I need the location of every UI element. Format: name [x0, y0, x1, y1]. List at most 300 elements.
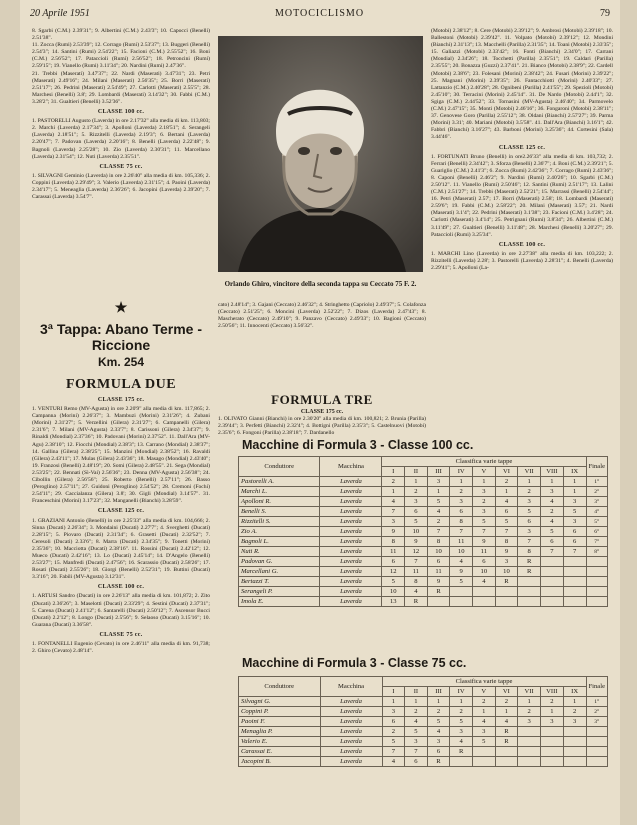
stage-position — [450, 597, 473, 607]
driver-name: Marchi L. — [239, 487, 320, 497]
stage-position: 4 — [541, 517, 564, 527]
results-paragraph: 1. ARTUSI Sandro (Ducati) in ore 2.26'13" alla media di km. 101,872; 2. Zito (Ducati) 2.36'26"; 3. Maselotti (Ducati) 2.33'29"; 4. Sestini (Ducati) 2.37'31"; 5. Carena (Ducati) 2.41'12"; 6. Santarelli (Ducati) 2.50'12"; 7. Ascensor Bucci (Ducati) 2.2'12"; 8. Longo (Ducati) 2.5'56"; 9. Selaoso (Ducati) 3.15'16"; 10. Guarana (Ducati) 3.36'58". — [32, 593, 210, 628]
machine-name: Laverda — [320, 537, 382, 547]
stage-position: R — [495, 577, 518, 587]
stage-position: 5 — [427, 497, 450, 507]
final-position — [586, 737, 607, 747]
stage-position: 1 — [472, 707, 495, 717]
class-heading: CLASSE 125 cc. — [97, 508, 145, 515]
issue-date: 20 Aprile 1951 — [30, 8, 90, 19]
stage-position — [563, 747, 586, 757]
driver-name: Menaglia P. — [239, 727, 321, 737]
results-paragraph: 1. FONTANELLI Eugenio (Cevato) in ore 2.46'11" alla media di km. 91,738; 2. Ghiro (Cevato) 2.48'14". — [32, 641, 210, 655]
stage-position — [540, 727, 563, 737]
stage-position — [472, 747, 495, 757]
driver-name: Marcellani G. — [239, 567, 320, 577]
stage-header: III — [427, 687, 450, 697]
table-row — [239, 487, 608, 497]
final-position: 6° — [586, 527, 607, 537]
stage-position — [450, 587, 473, 597]
table-header-row — [239, 457, 608, 467]
stage-position: 1 — [427, 487, 450, 497]
stage-position — [540, 737, 563, 747]
stage-position: 3 — [382, 707, 405, 717]
stage-position — [518, 587, 541, 597]
stage-position: 8 — [518, 547, 541, 557]
table-row — [239, 567, 608, 577]
class-heading: CLASSE 175 cc. — [97, 397, 145, 403]
driver-name: Bagnoli L. — [239, 537, 320, 547]
column-left-top — [32, 28, 210, 328]
final-position: 3° — [586, 497, 607, 507]
stage-position — [563, 567, 586, 577]
stage-position — [563, 737, 586, 747]
stage-position: 8 — [495, 537, 518, 547]
column-right — [431, 28, 613, 438]
final-position: 7° — [586, 537, 607, 547]
stage-position: R — [495, 737, 518, 747]
driver-name: Jacopini B. — [239, 757, 321, 767]
stages-group-header: Classifica varie tappe — [382, 677, 586, 687]
final-position — [586, 757, 607, 767]
stage-position: 6 — [427, 747, 450, 757]
stage-position: 2 — [450, 487, 473, 497]
stage-position — [518, 577, 541, 587]
stage-position: 6 — [541, 537, 564, 547]
table-row — [239, 477, 608, 487]
final-position: 8° — [586, 547, 607, 557]
stage-position: 5 — [563, 507, 586, 517]
stage-position: 12 — [382, 567, 405, 577]
rider-portrait-image — [218, 36, 423, 272]
stage-position: 6 — [382, 557, 405, 567]
table-row — [239, 577, 608, 587]
stage-position: 2 — [495, 697, 518, 707]
class-heading: CLASSE 100 cc. — [97, 584, 145, 591]
stage-position: 2 — [450, 707, 473, 717]
stages-group-header: Classifica varie tappe — [382, 457, 586, 467]
stage-position: 3 — [518, 717, 541, 727]
machine-name: Laverda — [320, 747, 382, 757]
stage-position: 6 — [473, 557, 496, 567]
stage-position: 1 — [518, 477, 541, 487]
stage-position — [541, 567, 564, 577]
stage-position: 10 — [427, 547, 450, 557]
stage-position: 12 — [405, 547, 428, 557]
driver-name: Padovan G. — [239, 557, 320, 567]
class-heading: CLASSE 175 cc. — [300, 409, 344, 415]
stage-position — [541, 587, 564, 597]
driver-column-header: Conduttore — [239, 457, 320, 477]
results-paragraph: 1. PASTORELLI Augusto (Laverda) in ore 2.17'32" alla media di km. 113,803; 2. Marchi (Laverda) 2.17'34"; 3. Apolloni (Laverda) 2.18'51"; 4. Serangeli (Laverda) 2.18'51"; 5. Rizzitelli (Laverda) 2.19'3"; 6. Bertani (Laverda) 2.20'47"; 7. Padovan (Laverda) 2.20'16"; 8. Benelli (Laverda) 2.22'48"; 9. Bagnoli (Laverda) 2.25'28"; 10. Zio (Laverda) 2.30'31"; 11. Marcellano (Laverda) 2.31'54"; 12. Nuti (Laverda) 2.35'51". — [32, 118, 210, 160]
machine-name: Laverda — [320, 727, 382, 737]
stage-position: R — [495, 727, 518, 737]
stage-position: 4 — [427, 727, 450, 737]
stage-position: 1 — [563, 697, 586, 707]
class-heading: CLASSE 75 cc. — [99, 163, 143, 170]
stage-position: 2 — [405, 487, 428, 497]
final-position — [586, 597, 607, 607]
stage-position: 2 — [472, 697, 495, 707]
machine-name: Laverda — [320, 757, 382, 767]
stage-position: R — [450, 747, 473, 757]
stage-header: IX — [563, 687, 586, 697]
stage-position: 3 — [473, 507, 496, 517]
stage-position: 4 — [472, 717, 495, 727]
stage-position: 4 — [450, 737, 473, 747]
table-row — [239, 757, 608, 767]
stage-position: 2 — [541, 507, 564, 517]
page-header — [20, 8, 620, 24]
stage-title: 3ª Tappa: Abano Terme - Riccione — [39, 321, 203, 353]
final-position: 2° — [586, 487, 607, 497]
table-row — [239, 717, 608, 727]
stage-position: 2 — [563, 707, 586, 717]
stage-position: 7 — [450, 527, 473, 537]
stage-position: 1 — [541, 477, 564, 487]
table-row — [239, 547, 608, 557]
machine-name: Laverda — [320, 517, 382, 527]
stage-position: 11 — [450, 537, 473, 547]
stage-position: 5 — [450, 717, 473, 727]
stage-position: 2 — [495, 477, 518, 487]
stage-position: 5 — [405, 517, 428, 527]
table-row — [239, 597, 608, 607]
stage-position: 3 — [405, 737, 428, 747]
photo-caption: Orlando Ghiro, vincitore della seconda tappa su Ceccato 75 F. 2. — [224, 280, 417, 288]
driver-name: Zio A. — [239, 527, 320, 537]
stage-position: 8 — [382, 537, 405, 547]
stage-position — [540, 757, 563, 767]
magazine-page — [20, 0, 620, 825]
formula-tre-results — [218, 416, 426, 437]
stage-position: 1 — [563, 487, 586, 497]
stage-position: 5 — [495, 517, 518, 527]
table-75cc — [238, 676, 608, 767]
stage-position: 7 — [541, 547, 564, 557]
stage-position: 6 — [518, 517, 541, 527]
formula-title: FORMULA TRE — [271, 392, 373, 407]
stage-position: 3 — [518, 527, 541, 537]
stage-header: VI — [495, 687, 518, 697]
stage-position — [495, 587, 518, 597]
stage-position: 5 — [427, 717, 450, 727]
stage-position: 5 — [541, 527, 564, 537]
stage-position: 5 — [382, 577, 405, 587]
table-row — [239, 737, 608, 747]
driver-name: Silvagni G. — [239, 697, 321, 707]
driver-column-header: Conduttore — [239, 677, 321, 697]
stage-position — [541, 597, 564, 607]
stage-position: 10 — [382, 587, 405, 597]
machine-name: Laverda — [320, 717, 382, 727]
stage-position — [518, 727, 541, 737]
machine-name: Laverda — [320, 697, 382, 707]
stage-position: 6 — [382, 717, 405, 727]
table-100cc — [238, 456, 608, 607]
stage-position: 11 — [427, 567, 450, 577]
stage-position — [518, 737, 541, 747]
class-heading: CLASSE 75 cc. — [99, 631, 143, 638]
machine-column-header: Macchina — [320, 457, 382, 477]
stage-header: VII — [518, 687, 541, 697]
stage-header: III — [427, 467, 450, 477]
stage-position: 10 — [405, 527, 428, 537]
stage-position: 11 — [405, 567, 428, 577]
stage-position: 3 — [427, 737, 450, 747]
rider-photo — [218, 36, 423, 272]
stage-position: 5 — [405, 727, 428, 737]
stage-position: 2 — [540, 697, 563, 707]
stage-position: 7 — [382, 747, 405, 757]
class-heading: CLASSE 100 cc. — [498, 241, 546, 248]
table-75cc-title: Macchine di Formula 3 - Classe 75 cc. — [242, 656, 467, 670]
stage-position: 6 — [427, 557, 450, 567]
stage-position — [563, 757, 586, 767]
final-position — [586, 577, 607, 587]
stage-position: 9 — [473, 537, 496, 547]
stage-position — [472, 757, 495, 767]
machine-name: Laverda — [320, 557, 382, 567]
driver-name: Valerio E. — [239, 737, 321, 747]
final-position: 5° — [586, 517, 607, 527]
stage-header: IV — [450, 687, 473, 697]
driver-name: Coppini P. — [239, 707, 321, 717]
stage-position: 3 — [450, 727, 473, 737]
machine-name: Laverda — [320, 507, 382, 517]
stage-position — [518, 747, 541, 757]
driver-name: Paoini F. — [239, 717, 321, 727]
table-row — [239, 697, 608, 707]
stage-position: 8 — [450, 517, 473, 527]
results-paragraph: 1. FORTUNATI Bruno (Benelli) in ore2.26'33" alla media di km. 103,732; 2. Ferrari (Benelli) 2.34'42"; 3. Sforza (Benelli) 2.36'7"; 4. Boni (C.M.) 2.39'21"; 5. Guariglio (C.M.) 2.41'3"; 6. Zocca (Rumi) 2.42'36"; 7. Corrago (Rumi) 2.43'36"; 8. Caponi (Benelli) 2.46'2"; 9. Nardini (Rumi) 2.40'26"; 10. Sgarbi (C.M.) 2.50'12". 11. Vianello (Rumi) 2.50'46"; 12. Santini (Rumi) 2.51'17"; 13. Lalini (C.M.) 2.51'27"; 14. Trebbi (Maserati) 2.52'21"; 15. Marrassi (Benelli) 2.54'44"; 16. Petri (Maserati) 2.57'; 17. Borri (Maserati) 2.58'; 18. Lombardi (Maserati) 2.59'6"; 19. Fabbi (C.M.) 2.58'22"; 20. Milani (Maserati) 3.57'; 21. Nardi (Maserati) 3.1'4"; 22. Pedrini (Maserati) 3.1'38"; 23. Facioni (C.M.) 3.4'28"; 24. Carlotti (Maserati) 3.4'14"; 25. Petrignani (Rumi) 3.8'34"; 26. Albertini (C.M.) 3.11'49"; 27. Gualtieri (Benelli) 3.11'48"; 28. Marchesi (Benelli) 3.20'27"; 29. Pataccioli (Rumi) 3.25'34". — [431, 153, 613, 238]
machine-name: Laverda — [320, 737, 382, 747]
machine-name: Laverda — [320, 497, 382, 507]
final-position: 1° — [586, 477, 607, 487]
stage-position: 1 — [518, 697, 541, 707]
stage-position: 7 — [495, 527, 518, 537]
stage-position: 2 — [405, 707, 428, 717]
stage-position: 9 — [405, 537, 428, 547]
stage-header: IX — [563, 467, 586, 477]
stage-position: 1 — [405, 477, 428, 487]
results-paragraph: 1. MARCHI Lino (Laverda) in ore 2.27'38" alla media di km. 103,222; 2. Rizzitelli (Laverda) 2.28'; 3. Pastorelli (Laverda) 2.28'31"; 4. Benelli (Laverda) 2.29'41"; 5. Apolloni (La- — [431, 250, 613, 271]
stage-position: 7 — [563, 547, 586, 557]
stage-position: 13 — [382, 597, 405, 607]
stage-position — [540, 747, 563, 757]
stage-header: II — [405, 467, 428, 477]
stage-position: 5 — [518, 507, 541, 517]
stage-position: 8 — [405, 577, 428, 587]
stage-position: R — [427, 757, 450, 767]
final-position — [586, 557, 607, 567]
stage-position — [495, 597, 518, 607]
stage-header: II — [405, 687, 428, 697]
table-row — [239, 587, 608, 597]
stage-position — [563, 577, 586, 587]
stage-position: 4 — [495, 717, 518, 727]
driver-name: Apolloni R. — [239, 497, 320, 507]
machine-name: Laverda — [320, 477, 382, 487]
machine-name: Laverda — [320, 587, 382, 597]
stage-position: 1 — [540, 707, 563, 717]
stage-position: 5 — [472, 737, 495, 747]
stage-position: 3 — [563, 717, 586, 727]
stage-position: 6 — [563, 537, 586, 547]
stage-header: VIII — [541, 467, 564, 477]
stage-position: 8 — [427, 537, 450, 547]
machine-name: Laverda — [320, 597, 382, 607]
stage-header: I — [382, 467, 405, 477]
stage-position: 2 — [382, 727, 405, 737]
stage-position: 1 — [405, 697, 428, 707]
stage-position: 6 — [405, 507, 428, 517]
machine-name: Laverda — [320, 527, 382, 537]
driver-name: Serangeli P. — [239, 587, 320, 597]
stage-position: 4 — [382, 497, 405, 507]
driver-name: Nuti R. — [239, 547, 320, 557]
stage-position: 3 — [382, 517, 405, 527]
stage-position — [563, 727, 586, 737]
stage-position: 3 — [495, 557, 518, 567]
stage-header: V — [472, 687, 495, 697]
results-paragraph: 1. GRAZIANI Antonio (Benelli) in ore 2.25'33" alla media di km. 104,666; 2. Sinna (Ducati) 2.26'34"; 3. Mondaini (Ducati) 2.27'7"; 4. Sverghetti (Ducati) 2.28'15"; 5. Piovaro (Ducati) 2.31'34"; 6. Grasetti (Ducati) 2.32'52"; 7. Ceresoli (Ducati) 2.33'6"; 8. Marra (Ducati) 2.34'35"; 9. Tonetti (Morini) 2.35'36"; 10. Macciotta (Ducati) 2.38'16". 11. Rossini (Ducati) 2.42'12"; 12. Mueco (Ducati) 2.42'16"; 13. Lo (Ducati) 2.45'14"; 14. D'Angelo (Benelli) 2.53'27"; 15. Manfredi (Ducati) 2.47'56"; 16. Scarassio (Ducati) 2.58'26"; 17. Rosati (Ducati) 2.55'26"; 18. Giorgi (Benelli) 2.52'31"; 19. Buttini (Ducati) 3.3'16"; 20. Fabili (MV-Agusta) 3.12'31". — [32, 517, 210, 581]
formula-heading: FORMULA DUE — [65, 377, 177, 392]
stage-position: 9 — [427, 577, 450, 587]
stage-position — [518, 757, 541, 767]
formula-tre-heading — [218, 392, 426, 415]
stage-position: 4 — [382, 757, 405, 767]
stage-position: 2 — [518, 707, 541, 717]
table-100cc-title: Macchine di Formula 3 - Classe 100 cc. — [242, 438, 474, 452]
stage-position: 3 — [427, 477, 450, 487]
stage-position — [518, 597, 541, 607]
stage-position — [563, 597, 586, 607]
machine-name: Laverda — [320, 567, 382, 577]
stage-position: 6 — [405, 757, 428, 767]
stage-position: 3 — [472, 727, 495, 737]
table-row — [239, 557, 608, 567]
final-position: 4° — [586, 507, 607, 517]
column-left-bottom — [32, 394, 210, 824]
stage-position: R — [405, 597, 428, 607]
stage-position — [450, 757, 473, 767]
stage-position: 1 — [382, 697, 405, 707]
stage-position: 1 — [450, 477, 473, 487]
stage-position: 2 — [427, 707, 450, 717]
final-column-header: Finale — [586, 457, 607, 477]
stage-position — [563, 557, 586, 567]
stage-position — [427, 597, 450, 607]
final-position: 2° — [586, 707, 607, 717]
stage-position: 3 — [541, 487, 564, 497]
final-position — [586, 727, 607, 737]
results-paragraph: 1. OLIVATO Gianni (Bianchi) in ore 2.30'20" alla media di km. 100,821; 2. Brunia (Parilla) 2.39'44"; 3. Perfetti (Bianchi) 2.32'4"; 4. Bottigni (Parilla) 2.35'3"; 5. Castelnuovi (Motobi) 2.35'6"; 6. Fongoni (Parilla) 2.38'18"; 7. Dardanello — [218, 416, 426, 437]
results-paragraph: 11. Zocca (Rumi) 2.53'39"; 12. Corrago (Rumi) 2.53'37"; 13. Buggeri (Benelli) 2.54'3"; 14. Santini (Rumi) 2.54'22"; 15. Facioni (C.M.) 2.55'52"; 16. Boni (C.M.) 2.56'52"; 17. Pataccioli (Rumi) 2.56'52"; 18. Petroncini (Rumi) 2.59'15"; 19. Vianello (Rumi) 3.11'34"; 20. Nardini (Rumi) 2.47'36". — [32, 42, 210, 70]
stage-position: 4 — [473, 577, 496, 587]
table-row — [239, 527, 608, 537]
stage-position: 5 — [382, 737, 405, 747]
stage-position: 4 — [495, 497, 518, 507]
stage-position: 3 — [540, 717, 563, 727]
stage-position: 9 — [450, 567, 473, 577]
stage-position: 1 — [427, 697, 450, 707]
stage-position: 7 — [405, 747, 428, 757]
page-number: 79 — [600, 8, 610, 19]
stage-position — [563, 587, 586, 597]
stage-position: 2 — [427, 517, 450, 527]
stage-position: 1 — [473, 477, 496, 487]
driver-name: Rizzitelli S. — [239, 517, 320, 527]
stage-position: 11 — [473, 547, 496, 557]
stage-position: 2 — [473, 497, 496, 507]
stage-header: I — [382, 687, 405, 697]
stage-position: 3 — [563, 497, 586, 507]
stage-position: 3 — [473, 487, 496, 497]
stage-position: R — [518, 557, 541, 567]
final-position: 1° — [586, 697, 607, 707]
stage-position: 6 — [450, 507, 473, 517]
stage-position: 5 — [450, 577, 473, 587]
driver-name: Pastorelli A. — [239, 477, 320, 487]
table-row — [239, 747, 608, 757]
table-row — [239, 517, 608, 527]
stage-position: 10 — [473, 567, 496, 577]
machine-name: Laverda — [320, 707, 382, 717]
stage-position: 4 — [405, 717, 428, 727]
driver-name: Carassai E. — [239, 747, 321, 757]
column-middle-text — [218, 302, 426, 330]
stage-position — [473, 597, 496, 607]
stage-position: 3 — [450, 497, 473, 507]
stage-header: VIII — [540, 687, 563, 697]
stage-position: 7 — [473, 527, 496, 537]
stage-position: 3 — [405, 497, 428, 507]
stage-position: 1 — [563, 477, 586, 487]
stage-position: 3 — [563, 517, 586, 527]
table-row — [239, 507, 608, 517]
stage-heading — [32, 300, 210, 393]
stage-header: VI — [495, 467, 518, 477]
stage-position: 5 — [473, 517, 496, 527]
magazine-name: MOTOCICLISMO — [275, 8, 365, 19]
results-paragraph: 8. Sgarbi (C.M.) 2.39'31"; 9. Albertini (C.M.) 2.43'3"; 10. Capocci (Benelli) 2.51'38". — [32, 28, 210, 42]
stage-position: 4 — [427, 507, 450, 517]
stage-position — [495, 757, 518, 767]
results-paragraph: 1. VENTURI Remo (MV-Agusta) in ore 2.20'9" alla media di km. 117,865; 2. Campanna (Morini) 2.26'37"; 3. Mambuzi (Morini) 2.31'26"; 4. Zubani (Morini) 2.31'27"; 5. Verzellini (Gilera) 2.31'27"; 6. Campanelli (Gilera) 2.31'6"; 7. Milani (MV-Agusta) 2.33'7"; 8. Carissoni (Gilera) 2.34'37"; 9. Rinaldi (Mondial) 2.37'36"; 10. Padovani (Morini) 2.37'52". 11. Dall'Ara (MV-Agu) 2.38'10"; 12. Fiocchi (Mondial) 2.38'3"; 13. Carrano (Mondial) 2.38'37"; 14. Gallina (Gilera) 2.38'25"; 15. Manzini (Mondial) 2.38'52"; 16. Ravaldi (Gilera) 2.43'11"; 17. Mulas (Gilera) 2.43'36"; 18. Masago (Mondial) 2.43'40"; 19. Franzosi (Benelli) 2.48'19"; 20. Somi (Gilera) 2.48'55". 21. Sega (Mondial) 2.53'25"; 22. Bennati (Sì-Vai) 2.56'36"; 23. Denna (MV-Agusta) 2.56'38"; 24. Cibollin (Gilera) 2.56'56"; 25. Roberto (Benelli) 2.57'11"; 26. Basso (Peroglino) 2.57'11"; 27. Guidoni (Peroglino) 2.54'52"; 28. Cremoni (Fochi) 2.54'11"; 29. Caccialanza (Gilera) 3.8'; 30. Gigli (Mondial) 3.14'57". 31. Franceschini (Morini) 3.17'23"; 32. Manganelli (Bianchi) 3.28'59". — [32, 406, 210, 505]
stage-position: 4 — [541, 497, 564, 507]
driver-name: Bertazzi T. — [239, 577, 320, 587]
stage-header: V — [473, 467, 496, 477]
stage-position: 4 — [450, 557, 473, 567]
machine-name: Laverda — [320, 487, 382, 497]
stage-header: IV — [450, 467, 473, 477]
stage-distance: Km. 254 — [97, 355, 145, 369]
stage-position: R — [518, 567, 541, 577]
final-position — [586, 587, 607, 597]
stage-position: 6 — [563, 527, 586, 537]
stage-position: 9 — [495, 547, 518, 557]
table-row — [239, 727, 608, 737]
stage-position: 7 — [382, 507, 405, 517]
results-paragraph: 21. Trebbi (Maserati) 3.47'37"; 22. Nardi (Maserati) 3.47'31"; 23. Petri (Maserati) 2.49'16"; 24. Milani (Maserati) 2.56'35"; 25. Borri (Maserati) 2.51'17"; 26. Pedrini (Maserati) 2.54'49"; 27. Carlotti (Maserati) 2.55'5"; 28. Marchesi (Benelli) 3.8'; 29. Lombardi (Maserati) 3.14'32"; 30. Fabbi (C.M.) 3.28'2"; 31. Gualtieri (Benelli) 3.52'36". — [32, 70, 210, 105]
stage-position: 1 — [382, 487, 405, 497]
stage-header: VII — [518, 467, 541, 477]
stage-position — [495, 747, 518, 757]
stage-position: 4 — [405, 587, 428, 597]
final-position — [586, 747, 607, 757]
stage-position: 11 — [382, 547, 405, 557]
